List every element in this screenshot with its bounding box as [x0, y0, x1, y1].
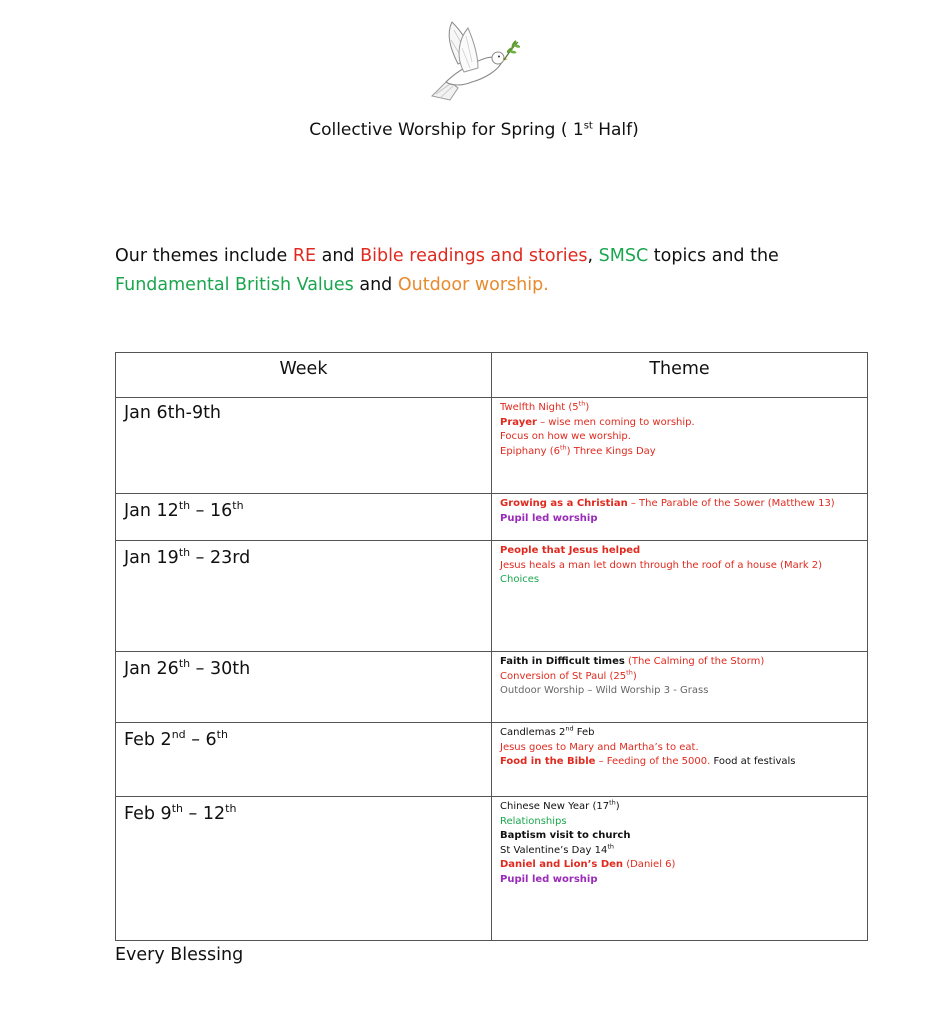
theme-line: [500, 726, 867, 741]
table-row: [116, 723, 868, 797]
week-cell: [116, 652, 492, 723]
week-sup: th: [232, 499, 244, 512]
theme-line: [500, 416, 867, 431]
theme-text: th: [626, 668, 633, 677]
week-sup: th: [178, 657, 191, 670]
title-sup: st: [583, 120, 593, 132]
intro-paragraph: [115, 242, 875, 300]
theme-text: Focus on how we worship.: [500, 431, 631, 443]
week-text: Jan 12: [124, 500, 179, 521]
theme-line: [500, 573, 867, 588]
theme-text: (Daniel 6): [623, 859, 676, 871]
theme-text: Growing as a Christian: [500, 498, 628, 509]
week-cell: [116, 723, 492, 797]
theme-text: ): [615, 801, 620, 812]
theme-text: Faith in Difficult times: [500, 656, 625, 667]
theme-text: Pupil led worship: [500, 873, 598, 885]
theme-text: – The Parable of the Sower (Matthew 13): [627, 498, 835, 509]
theme-text: Candlemas 2: [500, 727, 566, 738]
theme-text: Feb: [573, 727, 595, 738]
intro-outdoor: Outdoor worship.: [397, 275, 549, 295]
theme-text: Jesus goes to Mary and Martha’s to eat.: [500, 741, 699, 753]
table-row: [116, 541, 868, 652]
theme-line: [500, 497, 867, 512]
table-row: [116, 797, 868, 941]
theme-text: ): [585, 402, 590, 413]
theme-line: [500, 800, 867, 815]
title-end: Half): [592, 120, 639, 140]
week-cell: [116, 797, 492, 941]
theme-cell: [492, 398, 868, 494]
table-row: [116, 494, 868, 541]
theme-cell: [492, 652, 868, 723]
theme-line: [500, 755, 867, 770]
theme-line: [500, 559, 867, 574]
week-text: Feb 9: [124, 803, 172, 824]
theme-text: Baptism visit to church: [500, 830, 631, 842]
theme-line: [500, 815, 867, 830]
theme-text: th: [559, 443, 567, 452]
theme-text: Pupil led worship: [500, 512, 598, 524]
closing-text: Every Blessing: [115, 945, 244, 965]
theme-text: Twelfth Night (5: [500, 402, 579, 413]
theme-text: Conversion of St Paul (25: [500, 670, 627, 682]
theme-cell: [492, 494, 868, 541]
theme-line: [500, 741, 867, 756]
header-theme: Theme: [492, 353, 868, 398]
theme-cell: [492, 541, 868, 652]
theme-text: ) Three Kings Day: [566, 445, 656, 457]
week-cell: [116, 494, 492, 541]
intro-text: Our themes include: [115, 246, 293, 266]
theme-line: [500, 401, 867, 416]
week-sup: nd: [171, 728, 186, 741]
theme-text: People that Jesus helped: [500, 545, 641, 556]
intro-bible: Bible readings and stories: [360, 246, 588, 266]
theme-line: [500, 445, 867, 460]
theme-text: Relationships: [500, 815, 567, 827]
theme-text: ): [632, 670, 637, 682]
intro-smsc: SMSC: [598, 246, 649, 266]
worship-schedule-table: [115, 352, 868, 941]
theme-cell: [492, 797, 868, 941]
week-text: – 6: [185, 729, 217, 750]
week-text: – 16: [190, 500, 233, 521]
theme-text: Outdoor Worship – Wild Worship 3 - Grass: [500, 685, 709, 697]
intro-re: RE: [292, 246, 317, 266]
theme-text: nd: [565, 724, 574, 733]
theme-line: [500, 544, 867, 559]
theme-line: [500, 655, 867, 670]
theme-line: [500, 670, 867, 685]
theme-text: Daniel and Lion’s Den: [500, 859, 624, 871]
intro-text: and: [353, 275, 398, 295]
dove-icon: [428, 18, 520, 106]
week-sup: th: [225, 802, 237, 815]
title-main: Collective Worship for Spring ( 1: [309, 120, 584, 140]
week-text: Jan 6th-9th: [124, 403, 222, 423]
theme-cell: [492, 723, 868, 797]
theme-text: Jesus heals a man let down through the roof of a house (Mark 2): [500, 559, 823, 571]
theme-text: (The Calming of the Storm): [624, 656, 765, 667]
theme-text: th: [578, 399, 586, 408]
intro-fbv: Fundamental British Values: [115, 275, 354, 295]
theme-text: Choices: [500, 574, 540, 586]
week-cell: [116, 541, 492, 652]
theme-line: [500, 858, 867, 873]
intro-text: ,: [587, 246, 599, 266]
week-sup: th: [216, 728, 228, 741]
theme-line: [500, 684, 867, 699]
table-header-row: [116, 353, 868, 398]
week-text: Feb 2: [124, 729, 172, 750]
page-title: [0, 120, 948, 140]
theme-text: Food at festivals: [710, 756, 796, 768]
intro-text: and: [316, 246, 361, 266]
theme-line: [500, 844, 867, 859]
theme-line: [500, 512, 867, 527]
intro-text: topics and the: [648, 246, 779, 266]
week-sup: th: [178, 499, 191, 512]
week-cell: [116, 398, 492, 494]
week-text: – 23rd: [190, 547, 251, 568]
week-sup: th: [178, 546, 191, 559]
week-text: – 12: [182, 803, 226, 824]
table-row: [116, 398, 868, 494]
theme-text: St Valentine’s Day 14: [500, 844, 608, 856]
week-text: Jan 19: [124, 547, 179, 568]
theme-text: – wise men coming to worship.: [536, 416, 695, 428]
theme-text: Prayer: [500, 416, 537, 428]
week-text: Jan 26: [124, 658, 179, 679]
theme-line: [500, 430, 867, 445]
theme-line: [500, 829, 867, 844]
theme-text: Food in the Bible: [500, 756, 596, 768]
theme-line: [500, 873, 867, 888]
theme-text: Chinese New Year (17: [500, 801, 610, 812]
theme-text: th: [609, 798, 616, 807]
week-sup: th: [171, 802, 183, 815]
theme-text: – Feeding of the 5000.: [595, 756, 711, 768]
week-text: – 30th: [190, 658, 251, 679]
theme-text: Epiphany (6: [500, 445, 560, 457]
theme-text: th: [607, 842, 614, 851]
table-row: [116, 652, 868, 723]
header-week: Week: [116, 353, 492, 398]
